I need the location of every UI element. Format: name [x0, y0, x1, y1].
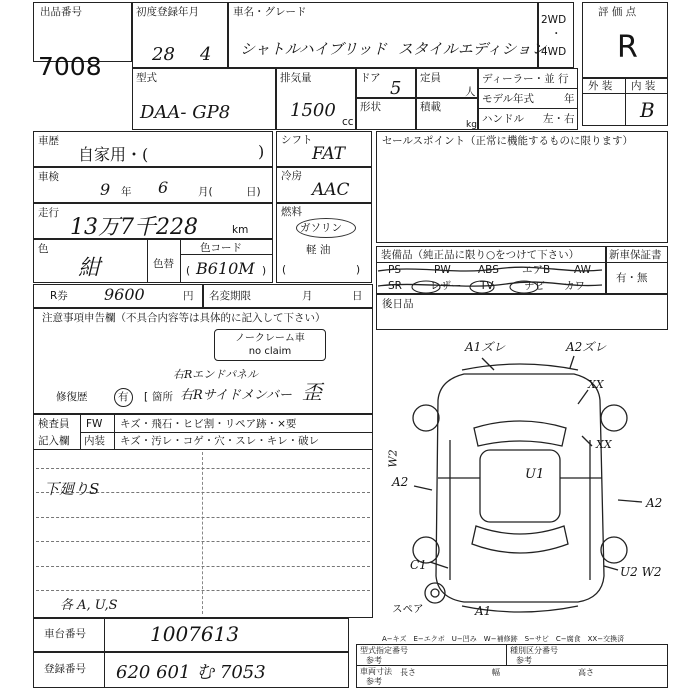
designated-sub: 参考 [366, 656, 382, 665]
fuel-label: 燃料 [281, 206, 302, 218]
inspection-year-unit: 年 [121, 186, 132, 198]
designated-label: 型式指定番号 [360, 646, 408, 655]
car-outline [436, 374, 604, 602]
color-code-label: 色コード [200, 242, 242, 254]
location-bracket: [ [144, 391, 149, 403]
mileage-unit: km [232, 224, 249, 236]
grade-eval-label: 評 価 点 [598, 6, 637, 18]
chassis-value: 1007613 [150, 622, 240, 646]
grade-eval-value: R [617, 30, 638, 65]
displacement-unit: cc [342, 116, 354, 128]
inspection-day-unit: 日) [246, 186, 261, 198]
width-label: 幅 [492, 668, 500, 677]
mark-a2-right: A2 [646, 496, 663, 510]
model-year-unit: 年 [564, 93, 575, 105]
repair-label: 修復歴 [56, 391, 88, 403]
fuel-diesel: 軽 油 [306, 244, 331, 256]
inspection-month-unit: 月( [198, 186, 213, 198]
color-value: 紺 [78, 256, 101, 281]
registration-label: 登録番号 [44, 663, 86, 675]
mark-w2: W2 [386, 449, 400, 468]
color-code-value: B610M [196, 259, 255, 278]
equip-pw: PW [434, 264, 451, 276]
arrow-c1 [430, 562, 448, 568]
name-change-month: 月 [302, 290, 313, 302]
load-label: 積載 [420, 101, 441, 113]
front-bumper [462, 364, 578, 370]
inspection-label: 車検 [38, 171, 59, 183]
interior-items: キズ・汚レ・コゲ・穴・スレ・キレ・破レ [120, 435, 320, 447]
post-date-box [376, 294, 668, 330]
fuel-gas: ガソリン [300, 222, 342, 234]
chassis-label: 車台番号 [44, 628, 86, 640]
name-change-day: 日 [352, 290, 363, 302]
model-year-label: モデル年式 [482, 93, 534, 105]
car-name-label: 車名・グレード [233, 6, 307, 18]
first-reg-month: 4 [200, 44, 212, 65]
capacity-label: 定員 [420, 72, 441, 84]
post-date-label: 後日品 [382, 298, 414, 310]
doors-label: ドア [360, 72, 381, 84]
mileage-value: 13万7千228 [70, 215, 198, 240]
sales-point-box [376, 131, 668, 243]
mark-a2-zure: A2ズレ [566, 340, 607, 354]
exterior-label: 外 装 [588, 80, 613, 92]
vehicle-dims-sub: 参考 [366, 677, 382, 686]
fuel-open: ( [282, 264, 287, 276]
mark-c1: C1 [410, 558, 427, 572]
inspector-note-1: 下廻りS [44, 480, 100, 498]
fw-label: FW [86, 418, 103, 430]
inspector-label-1: 検査員 [38, 418, 70, 430]
length-label: 長さ [400, 668, 416, 677]
warranty-value: 有・無 [616, 272, 648, 284]
mark-a1: A1 [475, 604, 492, 618]
wheel-fr [601, 405, 627, 431]
repair-value: 有 [118, 391, 129, 403]
doors-value: 5 [390, 78, 402, 99]
damage-legend: A−キズ E−エクボ U−凹み W−補修跡 S−サビ C−腐食 XX−交換済 [382, 635, 625, 643]
arrow-xx-1 [578, 390, 588, 404]
equip-leather: レザー [430, 280, 462, 292]
arrow-a1 [482, 358, 494, 370]
front-windshield [474, 421, 566, 446]
inspection-month: 6 [158, 178, 169, 197]
recolor-label: 色替 [153, 258, 174, 270]
roof [480, 450, 560, 522]
interior-label: 内 装 [631, 80, 656, 92]
wheel-rr [601, 537, 627, 563]
recycle-label: R券 [50, 290, 68, 302]
shift-label: シフト [281, 134, 313, 146]
equip-airbag: エアB [522, 264, 551, 276]
equip-kawa: カワ [564, 280, 585, 292]
vehicle-dims-label: 車両寸法 [360, 667, 392, 676]
mark-xx-1: XX [588, 378, 604, 391]
wheel-fl [413, 405, 439, 431]
inspection-year: 9 [100, 180, 111, 199]
displacement-label: 排気量 [280, 72, 312, 84]
equip-navi: ナビ [524, 280, 545, 292]
ac-value: AAC [312, 180, 350, 200]
lot-label: 出品番号 [40, 6, 82, 18]
handle-label: ハンドル [482, 113, 524, 125]
equip-aw: AW [574, 264, 591, 276]
first-reg-year: 28 [152, 44, 175, 65]
interior-items-label: 内装 [84, 435, 105, 447]
ac-label: 冷房 [281, 170, 302, 182]
drive-4wd: 4WD [541, 46, 567, 58]
interior-value: B [640, 98, 655, 122]
equip-abs: ABS [478, 264, 499, 276]
equip-sr: SR [388, 280, 402, 292]
arrow-a2 [570, 356, 574, 368]
mark-a1-zure: A1ズレ [465, 340, 506, 354]
history-value: 自家用・( [78, 145, 149, 164]
sales-point-label: セールスポイント（正常に機能するものに限ります） [382, 135, 634, 147]
noclaim-jp: ノークレーム車 [235, 333, 305, 344]
registration-value: 620 601 む 7053 [116, 662, 266, 683]
model-label: 型式 [136, 72, 157, 84]
location-label: 箇所 [152, 391, 173, 403]
history-label: 車歴 [38, 135, 59, 147]
capacity-unit: 人 [465, 86, 476, 98]
warranty-label: 新車保証書 [609, 249, 662, 261]
spare-tire [425, 583, 445, 603]
fw-items: キズ・飛石・ヒビ割・リペア跡・×要 [120, 418, 297, 430]
inspector-note-2: 各 A, U,S [60, 598, 118, 613]
repair-note: 右Rエンドパネル [173, 368, 259, 381]
car-name-value: シャトルハイブリッド [240, 40, 388, 58]
shape-label: 形状 [360, 101, 381, 113]
dealer-label: ディーラー・並 行 [482, 73, 569, 85]
history-box [33, 131, 273, 167]
load-unit: kg [466, 120, 477, 130]
shift-value: FAT [312, 144, 346, 164]
mark-u1: U1 [525, 467, 545, 482]
fuel-gas-circle [296, 218, 356, 238]
mark-a2-left: A2 [392, 475, 409, 489]
spare-label: スペア [392, 603, 424, 615]
color-code-close: ) [262, 265, 267, 277]
color-label: 色 [38, 243, 49, 255]
location-mark: 歪 [302, 380, 322, 404]
recycle-unit: 円 [183, 290, 194, 302]
history-close: ) [258, 142, 265, 161]
grade-value: スタイルエディション [398, 40, 547, 58]
arrow-a2-right [618, 500, 642, 502]
color-code-open: ( [186, 265, 191, 277]
location-value: 右Rサイドメンバー [180, 388, 292, 403]
handle-value: 左・右 [543, 113, 575, 125]
spare-hub [431, 589, 439, 597]
arrow-a2-left [414, 486, 432, 490]
mark-u2-w2: U2 W2 [620, 565, 662, 579]
mileage-label: 走行 [38, 207, 59, 219]
equipment-label: 装備品（純正品に限り○をつけて下さい） [381, 249, 580, 261]
displacement-value: 1500 [290, 100, 336, 121]
category-sub: 参考 [516, 656, 532, 665]
fuel-close: ) [356, 264, 361, 276]
mark-xx-2: XX [596, 438, 612, 451]
noclaim-en: no claim [248, 346, 292, 357]
recycle-value: 9600 [104, 285, 145, 304]
category-label: 種別区分番号 [510, 646, 558, 655]
height-label: 高さ [578, 668, 594, 677]
drive-2wd: 2WD [541, 14, 567, 26]
rear-window [472, 526, 568, 553]
inspection-box [33, 167, 273, 203]
equipment-strike [376, 262, 606, 294]
equip-ps: PS [388, 264, 401, 276]
noclaim-stamp [214, 329, 326, 361]
first-reg-label: 初度登録年月 [136, 6, 199, 18]
inspector-label-2: 記入欄 [38, 435, 70, 447]
arrow-u2 [604, 566, 618, 570]
equip-tv: TV [480, 280, 494, 292]
model-value: DAA- GP8 [140, 102, 231, 123]
lot-number: 7008 [38, 52, 102, 81]
inspector-notes-area [33, 450, 373, 618]
name-change-label: 名変期限 [209, 290, 251, 302]
drive-dot: ・ [551, 28, 562, 40]
notes-label: 注意事項申告欄（不具合内容等は具体的に記入して下さい） [42, 312, 326, 324]
